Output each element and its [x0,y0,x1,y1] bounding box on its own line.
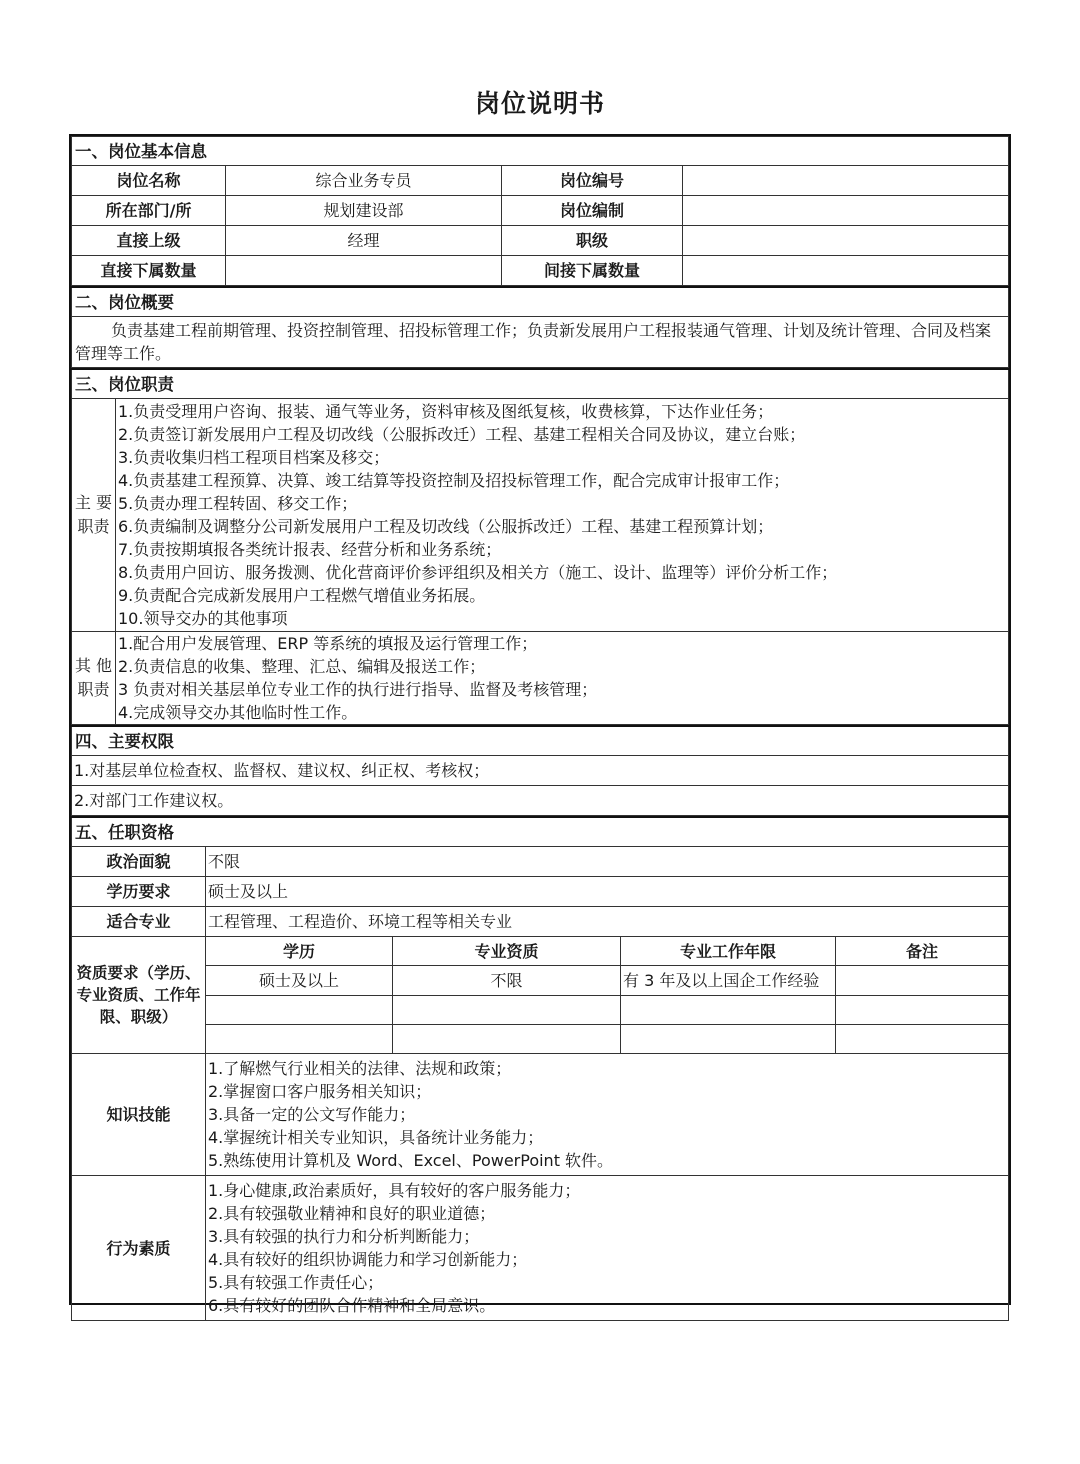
credential-cell: 硕士及以上 [206,966,393,996]
value-direct-superior: 经理 [226,226,502,256]
credential-cell: 有 3 年及以上国企工作经验 [621,966,836,996]
list-item: 2.负责签订新发展用户工程及切改线（公服拆改迁）工程、基建工程相关合同及协议，建立台账； [118,425,806,444]
section-qualification-heading: 五、任职资格 [72,817,1009,847]
list-item: 8.负责用户回访、服务拨测、优化营商评价参评组织及相关方（施工、设计、监理等）评价分析工作； [118,563,838,582]
other-duties-list [116,632,1009,725]
credential-cell [393,1025,621,1054]
behavior-list [206,1176,1009,1321]
value-major: 工程管理、工程造价、环境工程等相关专业 [206,907,1009,937]
other-duties-label: 其 他 职责 [72,632,116,725]
summary-table [71,286,1009,368]
value-political-status: 不限 [206,847,1009,877]
page-title: 岗位说明书 [474,89,605,118]
value-department: 规划建设部 [226,196,502,226]
label-position-name: 岗位名称 [72,166,226,196]
list-item: 4.完成领导交办其他临时性工作。 [118,703,358,722]
label-direct-superior: 直接上级 [72,226,226,256]
job-description-form [69,134,1011,1315]
basic-row [72,226,1009,256]
credential-cell: 不限 [393,966,621,996]
list-item: 5.熟练使用计算机及 Word、Excel、PowerPoint 软件。 [208,1151,614,1170]
list-item: 3.具备一定的公文写作能力； [208,1105,416,1124]
list-item: 2.具有较强敬业精神和良好的职业道德； [208,1204,496,1223]
list-item: 1.配合用户发展管理、ERP 等系统的填报及运行管理工作； [118,634,538,653]
credential-cell [836,1025,1009,1054]
list-item: 4.具有较好的组织协调能力和学习创新能力； [208,1250,528,1269]
label-department: 所在部门/所 [72,196,226,226]
credential-cell [206,1025,393,1054]
authority-item: 2.对部门工作建议权。 [72,786,1009,816]
credential-header-professional: 专业资质 [393,937,621,966]
basic-row [72,256,1009,286]
section-summary-heading: 二、岗位概要 [72,287,1009,317]
label-position-code: 岗位编号 [502,166,683,196]
credential-cell [621,1025,836,1054]
list-item: 6.具有较好的团队合作精神和全局意识。 [208,1296,496,1315]
list-item: 3 负责对相关基层单位专业工作的执行进行指导、监督及考核管理； [118,680,598,699]
list-item: 9.负责配合完成新发展用户工程燃气增值业务拓展。 [118,586,486,605]
list-item: 3.负责收集归档工程项目档案及移交； [118,448,390,467]
summary-text: 负责基建工程前期管理、投资控制管理、招投标管理工作；负责新发展用户工程报装通气管理、计划及统计管理、合同及档案管理等工作。 [72,317,1009,368]
credential-cell [206,996,393,1025]
list-item: 7.负责按期填报各类统计报表、经营分析和业务系统； [118,540,502,559]
table-row [72,1025,1009,1054]
list-item: 1.身心健康,政治素质好，具有较好的客户服务能力； [208,1181,581,1200]
basic-info-table [71,136,1009,286]
list-item: 4.负责基建工程预算、决算、竣工结算等投资控制及招投标管理工作，配合完成审计报审工作； [118,471,790,490]
list-item: 2.掌握窗口客户服务相关知识； [208,1082,432,1101]
credential-header-education: 学历 [206,937,393,966]
qualification-table [71,816,1009,1321]
value-headcount [683,196,1009,226]
label-behavior: 行为素质 [72,1176,206,1321]
value-position-code [683,166,1009,196]
section-authority-heading: 四、主要权限 [72,726,1009,756]
basic-row [72,166,1009,196]
list-item: 1.负责受理用户咨询、报装、通气等业务，资料审核及图纸复核，收费核算，下达作业任务； [118,402,774,421]
list-item: 3.具有较强的执行力和分析判断能力； [208,1227,480,1246]
list-item: 5.具有较强工作责任心； [208,1273,384,1292]
value-education: 硕士及以上 [206,877,1009,907]
authority-table [71,725,1009,816]
credential-cell [836,966,1009,996]
main-duties-list [116,399,1009,632]
label-knowledge: 知识技能 [72,1054,206,1176]
credential-cell [621,996,836,1025]
credential-cell [836,996,1009,1025]
section-basic-heading: 一、岗位基本信息 [72,137,1009,166]
label-major: 适合专业 [72,907,206,937]
list-item: 6.负责编制及调整分公司新发展用户工程及切改线（公服拆改迁）工程、基建工程预算计划； [118,517,774,536]
value-position-name: 综合业务专员 [226,166,502,196]
list-item: 2.负责信息的收集、整理、汇总、编辑及报送工作； [118,657,486,676]
credential-header-remark: 备注 [836,937,1009,966]
label-political-status: 政治面貌 [72,847,206,877]
section-duties-heading: 三、岗位职责 [72,369,1009,399]
list-item: 1.了解燃气行业相关的法律、法规和政策； [208,1059,512,1078]
value-direct-reports [226,256,502,286]
credential-cell [393,996,621,1025]
label-direct-reports: 直接下属数量 [72,256,226,286]
credential-header-years: 专业工作年限 [621,937,836,966]
basic-row [72,196,1009,226]
table-row [72,996,1009,1025]
list-item: 4.掌握统计相关专业知识，具备统计业务能力； [208,1128,544,1147]
label-education: 学历要求 [72,877,206,907]
knowledge-list [206,1054,1009,1176]
duties-table [71,368,1009,725]
label-headcount: 岗位编制 [502,196,683,226]
label-grade: 职级 [502,226,683,256]
authority-item: 1.对基层单位检查权、监督权、建议权、纠正权、考核权； [72,756,1009,786]
label-credential: 资质要求（学历、专业资质、工作年限、职级） [72,937,206,1054]
value-grade [683,226,1009,256]
main-duties-label: 主 要 职责 [72,399,116,632]
list-item: 5.负责办理工程转固、移交工作； [118,494,358,513]
value-indirect-reports [683,256,1009,286]
table-row [72,966,1009,996]
list-item: 10.领导交办的其他事项 [118,609,288,628]
label-indirect-reports: 间接下属数量 [502,256,683,286]
